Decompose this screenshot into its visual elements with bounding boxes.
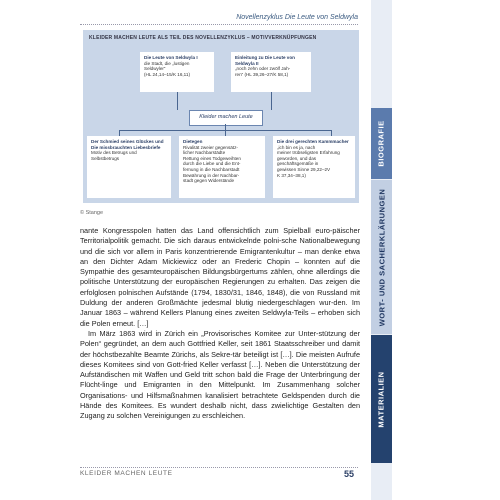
box-line: geworden, und das [277,155,317,161]
box-line: stadt gegen Widerstände [183,178,235,184]
tab-materialien[interactable] [371,335,392,463]
body-text [80,226,360,422]
connector-line [177,92,178,110]
diagram-title: KLEIDER MACHEN LEUTE ALS TEIL DES NOVELLENZYKLUS – MOTIVVERKNÜPFUNGEN [89,35,317,41]
box-title: Die drei gerechten Kammmacher [277,139,349,144]
diagram-box-schmied [87,136,171,198]
paragraph: nante Kongresspolen hatten das Land offensichtlich zum Spielball euro-päischer Territorialpolitik gemacht. Die sich daraus entwickelnde polni-sche Nationalbewegung und die sich vor allem in Paris konzentrierende Emigrantenkultur – man denke etwa an den Dichter Adam Mickiewicz oder an Frederic Chopin – konnten auf die Sympathie des gesamteuropäischen Bildungsbürgertums zählen, ohne allerdings die politische Unterstützung der europäischen Regierungen zu erhalten. Das zeigen die erfolglosen polnischen Aufstände (1794, 1830/31, 1846, 1848), die von Russland mit Duldung der anderen Großmächte jedesmal blutig niedergeschlagen wur-den. Im Januar 1863 – während Kellers Planung eines zweiten Seldwyla-Teils – erhoben sich die Polen erneut. […] [80,226,360,328]
motif-diagram [83,30,359,203]
box-line: K 37,34–38,1) [277,172,306,178]
box-title: Die Leute von Seldwyla I [144,55,198,60]
box-line: Rivalität zweier gegensätz- [183,144,238,150]
footer-book-title: KLEIDER MACHEN LEUTE [80,470,173,477]
box-line: durch die Liebe und die Ent- [183,161,241,167]
box-line: Motiv des Betrugs und [91,150,137,156]
box-line: Bewährung in der Nachbar- [183,172,240,178]
running-header: Novellenzyklus Die Leute von Seldwyla [236,14,358,21]
footer-divider [80,467,358,468]
box-line: Selbstbetrugs [91,155,120,161]
diagram-box-dietegen [179,136,265,198]
diagram-box-seldwyla-1 [140,52,214,92]
box-line: ren“ (HL 39,26–27/K 58,1) [235,71,289,77]
box-line: geschäftsgemäße in [277,161,319,167]
box-title: Der Schmied seines Glückes und Die missbrauchten Liebesbriefe [91,139,164,150]
box-line: „ich bin es ja, nach [277,144,316,150]
box-title: Einleitung zu Die Leute von Seldwyla II [235,55,295,66]
tab-wort-und-sacherklaerungen[interactable] [371,180,392,334]
page-number: 55 [344,469,355,479]
diagram-box-seldwyla-2 [231,52,311,92]
box-line: Rettung eines Todgeweihten [183,155,241,161]
box-line: fernung in die Nachbarstadt [183,166,240,172]
header-divider [80,24,358,25]
box-line: (HL 24,14–15/K 16,11) [144,71,190,77]
center-box-title: Kleider machen Leute [189,110,263,126]
tab-label: MATERIALIEN [377,370,387,428]
connector-line [271,92,272,110]
diagram-box-kammmacher [273,136,355,198]
box-line: licher Nachbarstädte [183,150,226,156]
box-line: die Stadt, die „lustigen Seldwyler“ [144,60,190,72]
paragraph: Im März 1863 wird in Zürich ein „Provisorisches Komitee zur Unter-stützung der Polen“ gegründet, an dem auch Gottfried Keller, seit 1861 Staatsschreiber und damit der höchstbezahlte Beamte Zürichs, als Sekre-tär beteiligt ist […]. Die meisten Aufrufe dieses Komitees sind von Gott-fried Keller verfasst […]. Neben die Unterstützung der Aufständischen mit Waffen und Geld tritt schon bald die Frage der Unterbringung der Flücht-linge und Emigranten in den Mittelpunkt. Im Zusammenhang solcher Organisations- und Hilfsmaßnahmen kanalisiert betrachtete Geldspenden durch die Hände des Komitees. Es wundert deshalb nicht, dass zwielichtige Gestalten den Zugang zu solchen Vereinigungen zu erschleichen. [80,328,360,421]
box-line: meiner trübseligsten Erfahrung [277,150,340,156]
box-title: Dietegen [183,139,203,144]
box-line: gewissen Sinne 29,22–2V [277,166,331,172]
tab-biografie[interactable] [371,108,392,179]
image-credit: © Stange [80,210,104,216]
box-line: „noch zehn oder zwölf Jah- [235,66,291,72]
tab-label: WORT- UND SACHERKLÄRUNGEN [377,188,386,326]
tab-label: BIOGRAFIE [377,120,387,167]
